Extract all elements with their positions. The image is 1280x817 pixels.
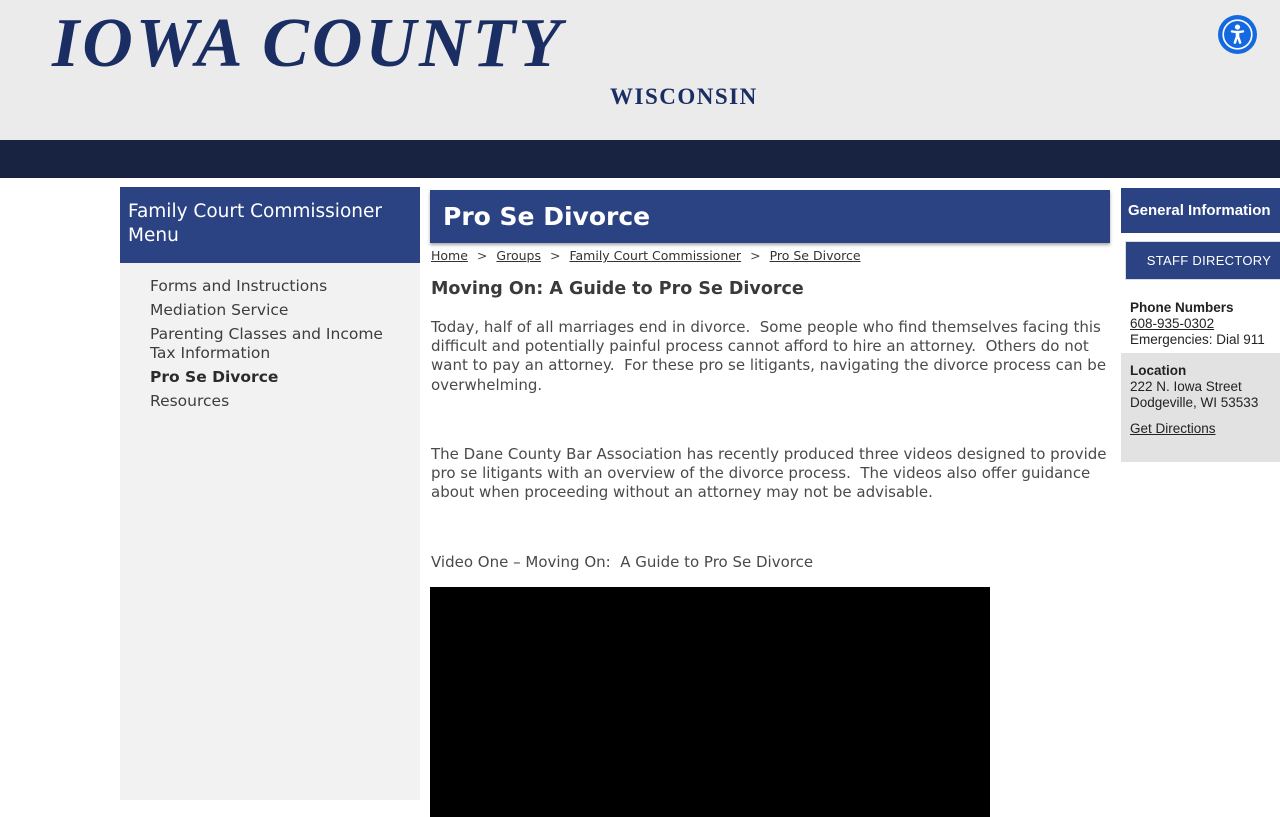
breadcrumb-pro-se-divorce[interactable]: Pro Se Divorce <box>769 248 861 263</box>
breadcrumb-separator: > <box>750 248 761 263</box>
accessibility-button[interactable] <box>1218 15 1257 54</box>
sidebar-item-resources[interactable]: Resources <box>150 392 230 410</box>
article-paragraph: The Dane County Bar Association has recently produced three videos designed to provide pro se litigants with an overview of the divorce process. The videos also offer guidance about when proceeding without an attorney may not be advisable. <box>431 445 1112 502</box>
phone-numbers-heading: Phone Numbers <box>1130 300 1234 315</box>
staff-directory-button[interactable]: STAFF DIRECTORY <box>1125 241 1280 280</box>
page-title: Pro Se Divorce <box>443 202 651 231</box>
location-block <box>1121 353 1280 462</box>
general-information-title: General Information <box>1121 188 1280 233</box>
phone-numbers-block <box>1121 292 1280 356</box>
get-directions-link[interactable]: Get Directions <box>1130 421 1216 436</box>
location-heading: Location <box>1130 363 1187 378</box>
address-line-2: Dodgeville, WI 53533 <box>1130 395 1259 410</box>
sidebar-item-parenting-classes[interactable]: Parenting Classes and Income Tax Information <box>150 325 383 362</box>
accessibility-icon <box>1221 18 1254 51</box>
breadcrumb-separator: > <box>476 248 488 263</box>
site-header <box>0 0 1280 140</box>
sidebar-item-pro-se-divorce[interactable]: Pro Se Divorce <box>150 368 279 386</box>
phone-number-link[interactable]: 608-935-0302 <box>1130 316 1215 331</box>
primary-nav-bar <box>0 140 1280 178</box>
county-logo-state: WISCONSIN <box>610 84 758 109</box>
sidebar-item-forms-and-instructions[interactable]: Forms and Instructions <box>150 277 328 295</box>
video-player[interactable] <box>430 587 990 817</box>
video-caption: Video One – Moving On: A Guide to Pro Se Divorce <box>431 553 814 571</box>
breadcrumb-groups[interactable]: Groups <box>496 248 541 263</box>
breadcrumb <box>431 248 861 263</box>
breadcrumb-home[interactable]: Home <box>431 248 468 263</box>
general-information-panel <box>1121 188 1280 436</box>
county-logo: IOWA COUNTY <box>52 5 565 82</box>
page-title-bar <box>430 190 1110 243</box>
address-line-1: 222 N. Iowa Street <box>1130 379 1242 394</box>
sidebar-item-mediation-service[interactable]: Mediation Service <box>150 301 289 319</box>
breadcrumb-separator: > <box>549 248 561 263</box>
article-heading: Moving On: A Guide to Pro Se Divorce <box>431 279 804 299</box>
section-menu-title: Family Court Commissioner Menu <box>120 187 420 263</box>
breadcrumb-family-court-commissioner[interactable]: Family Court Commissioner <box>569 248 742 263</box>
section-menu-list <box>120 263 420 411</box>
article-paragraph: Today, half of all marriages end in divorce. Some people who find themselves facing this difficult and potentially painful process cannot afford to hire an attorney. Others do not want to pay an attorney. For these pro se litigants, navigating the divorce process can be overwhelming. <box>431 318 1111 394</box>
section-menu <box>120 187 420 800</box>
emergency-note: Emergencies: Dial 911 <box>1130 332 1265 347</box>
